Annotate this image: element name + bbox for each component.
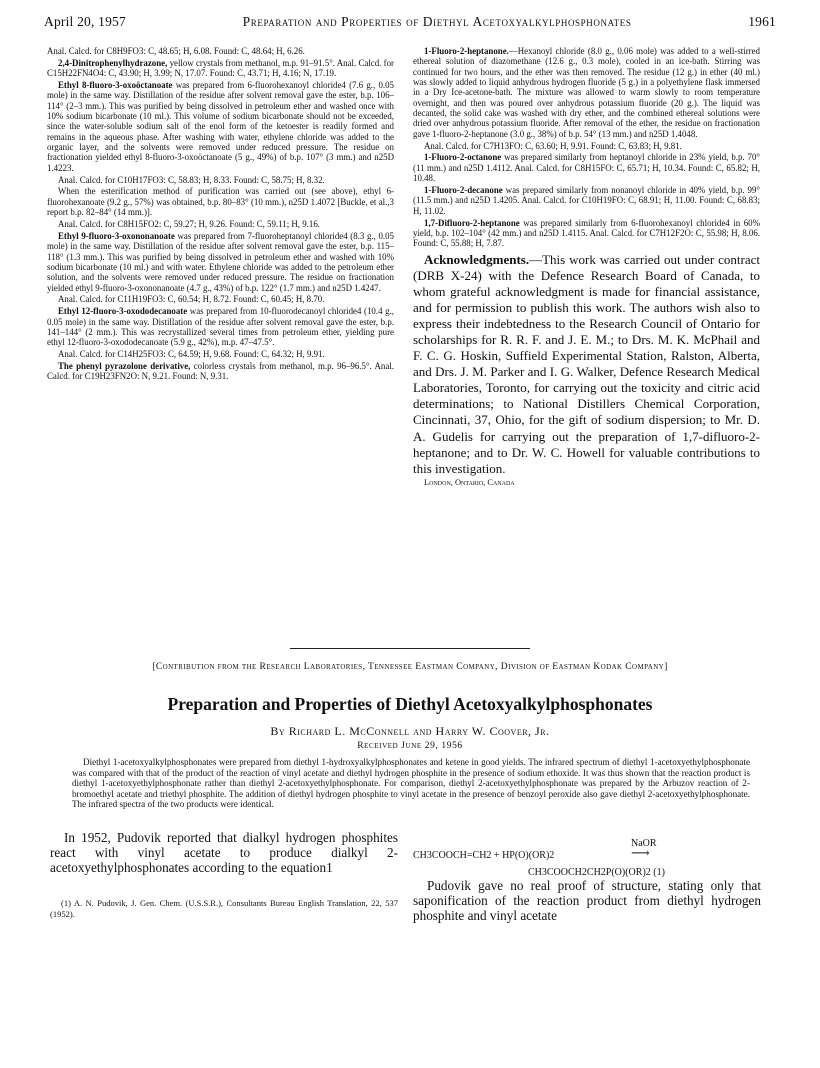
paragraph: [47, 80, 394, 173]
acknowledgments: [413, 252, 760, 477]
paragraph-text: was prepared similarly from 6-fluorohexanoyl chloride4 in 60% yield, b.p. 102–104° (42 mm.) and n25D 1.4115. Anal. Calcd. for C7H12F2O: C, 55.98; H, 8.06. Found: C, 55.88; H, 7.87.: [413, 217, 760, 249]
received-date: Received June 29, 1956: [357, 741, 463, 751]
paragraph-text: When the esterification method of purification was carried out (see above), ethyl 6-fluorohexanoate (9.2 g., 57%) was obtained, b.p. 80–83° (10 mm.), n25D 1.4072 [Buckle, et al.,3 report b.p. 82–84° (14 mm.)].: [47, 186, 394, 218]
paragraph-text: was prepared similarly from nonanoyl chloride in 40% yield, b.p. 99° (11.5 mm.) and n25D 1.4205. Anal. Calcd. for C10H19FO: C, 68.91; H, 11.00. Found: C, 68.83; H, 11.02.: [413, 184, 760, 216]
compound-name: Ethyl 12-fluoro-3-oxododecanoate: [58, 306, 188, 317]
affiliation: London, Ontario, Canada: [424, 478, 515, 488]
paragraph: [47, 58, 394, 79]
paragraph-text: Anal. Calcd. for C8H15FO2: C, 59.27; H, 9.26. Found: C, 59.11; H, 9.16.: [58, 219, 320, 229]
intro-paragraph: [50, 830, 398, 875]
paragraph: [413, 218, 760, 249]
paragraph-text: Anal. Calcd. for C8H9FO3: C, 48.65; H, 6.08. Found: C, 48.64; H, 6.26.: [47, 46, 305, 56]
paragraph-text: yellow crystals from methanol, m.p. 91–91.5°. Anal. Calcd. for C15H22FN4O4: C, 43.90; H, 3.99; N, 17.07. Found: C, 43.71; H, 4.16; N, 17.19.: [47, 57, 394, 79]
equation-product: CH3COOCH2CH2P(O)(OR)2 (1): [528, 867, 665, 878]
paragraph-text: Anal. Calcd. for C11H19FO3: C, 60.54; H, 8.72. Found: C, 60.45; H, 8.70.: [58, 294, 325, 305]
paragraph: [413, 46, 760, 139]
right-body-paragraph: [413, 878, 761, 923]
paragraph-text: Anal. Calcd. for C7H13FO: C, 63.60; H, 9.91. Found: C, 63.83; H, 9.81.: [424, 140, 682, 151]
paragraph: [47, 306, 394, 347]
paragraph: [413, 141, 760, 151]
running-head: [44, 8, 776, 36]
right-body-text: Pudovik gave no real proof of structure, stating only that saponification of the reaction product from diethyl hydrogen phosphite and vinyl acetate: [413, 878, 761, 924]
right-column: [413, 46, 760, 490]
paragraph: [47, 175, 394, 185]
compound-name: 1-Fluoro-2-decanone: [424, 184, 503, 195]
header-running-title: Preparation and Properties of Diethyl Acetoxyalkylphosphonates: [242, 14, 632, 29]
reaction-arrow-icon: ⟶: [631, 845, 650, 860]
paragraph: [413, 185, 760, 216]
compound-name: 1-Fluoro-2-heptanone.: [424, 46, 509, 56]
abstract: Diethyl 1-acetoxyalkylphosphonates were prepared from diethyl 1-hydroxyalkylphosphonates and ketene in good yields. The infrared spectrum of diethyl 1-acetoxyethylphosphonate was compared with that of the product of the reaction of vinyl acetate and diethyl hydrogen phosphite in the presence of sodium ethoxide. It was thus shown that the reaction product is diethyl 1-acetoxyethylphosphonate rather than diethyl 2-acetoxyethylphosphonate. For comparison, diethyl 2-acetoxyethylphosphonate was prepared by the Arbuzov reaction of 2-bromoethyl acetate and triethyl phosphite. The addition of diethyl hydrogen phosphite to vinyl acetate in the presence of benzoyl peroxide also gave diethyl 2-acetoxyethylphosphonate. The infrared spectra of the two products were identical.: [72, 757, 750, 810]
compound-name: Ethyl 8-fluoro-3-oxoöctanoate: [58, 80, 173, 91]
paragraph: [47, 231, 394, 293]
section-divider: [290, 648, 530, 649]
compound-name: The phenyl pyrazolone derivative,: [58, 360, 191, 371]
paragraph: [47, 219, 394, 229]
contribution-note: [Contribution from the Research Laboratories, Tennessee Eastman Company, Division of Eastman Kodak Company]: [152, 661, 668, 672]
paragraph: [47, 294, 394, 304]
article-byline: By Richard L. McConnell and Harry W. Coover, Jr.: [270, 724, 550, 738]
paragraph-text: Anal. Calcd. for C10H17FO3: C, 58.83; H, 8.33. Found: C, 58.75; H, 8.32.: [58, 174, 325, 185]
paragraph-text: —Hexanoyl chloride (8.0 g., 0.06 mole) was added to a well-stirred ethereal solution of diazomethane (12.6 g., 0.3 mole), cooled in an ice-bath. Stirring was continued for two hours, and the ether was then removed. The residue (12 g.) in ether (40 ml.) was slowly added to liquid anhydrous hydrogen fluoride (5 g.) in a polyethylene flask immersed in a Dry Ice-acetone-bath. The mixture was allowed to warm slowly to room temperature overnight, and then was poured over anhydrous potassium fluoride (20 g.). The liquid was decanted, the solid cake was washed with dry ether, and the combined ethereal solutions were dried over anhydrous potassium fluoride. After removal of the ether, the residue on fractionation gave 1-fluoro-2-heptanone (3.0 g., 38%) of b.p. 54° (13 mm.) and n25D 1.4048.: [413, 46, 760, 139]
acknowledgments-text: —This work was carried out under contract (DRB X-24) with the Defence Research Board of Canada, to whom grateful acknowledgment is made for financial assistance, and for permission to publish this work. The authors wish also to express their indebtedness to the Research Council of Ontario for scholarships for R. R. F. and J. E. M.; to Drs. M. K. McPhail and F. C. G. Hoskin, Suffield Experimental Station, Ralston, Alberta, and Drs. J. M. Parker and I. G. Walker, Defence Research Medical Laboratories, Toronto, for carrying out the toxicity and citric acid determinations; to National Distillers Chemical Corporation, Cincinnati, 37, Ohio, for the gift of sodium dispersion; to Mr. D. A. Gudelis for carrying out the preparation of 1,7-difluoro-2-heptanone; and to Dr. W. C. Howell for valuable contributions to this investigation.: [413, 251, 760, 476]
compound-name: 1,7-Difluoro-2-heptanone: [424, 217, 520, 228]
left-column: [47, 46, 394, 383]
intro-text: In 1952, Pudovik reported that dialkyl hydrogen phosphites react with vinyl acetate to produce dialkyl 2-acetoxyethylphosphonates according to the equation1: [50, 830, 398, 876]
footnote: (1) A. N. Pudovik, J. Gen. Chem. (U.S.S.R.), Consultants Bureau English Translation, 22, 537 (1952).: [50, 898, 398, 919]
paragraph: [47, 349, 394, 359]
paragraph-text: was prepared similarly from heptanoyl chloride in 23% yield, b.p. 70° (11 mm.) and n25D 1.4112. Anal. Calcd. for C8H15FO: C, 65.71; H, 10.34. Found: C, 65.82; H, 10.48.: [413, 152, 760, 184]
article-title: Preparation and Properties of Diethyl Acetoxyalkylphosphonates: [167, 694, 653, 714]
paragraph: [47, 46, 394, 56]
equation-reagent: NaOR: [631, 838, 657, 849]
paragraph: [47, 186, 394, 217]
compound-name: 1-Fluoro-2-octanone: [424, 152, 502, 163]
paragraph-text: colorless crystals from methanol, m.p. 96–96.5°. Anal. Calcd. for C19H23FN2O: N, 9.21. Found: N, 9.31.: [47, 360, 394, 382]
paragraph-text: was prepared from 10-fluorodecanoyl chloride4 (10.4 g., 0.05 mole) in the same way. Distillation of the residue after solvent removal gave the ester, b.p. 141–144° (2 mm.). This was recrystallized several times from petroleum ether, yielding pure ethyl 12-fluoro-3-oxododecanoate (5.9 g., 42%), m.p. 47–47.5°.: [47, 306, 395, 348]
paragraph-text: was prepared from 6-fluorohexanoyl chloride4 (7.6 g., 0.05 mole) in the same way. Distillation of the residue after solvent removal gave the ester, b.p. 106–114° (2–3 mm.). This was purified by being dissolved in petroleum ether and washed once with 10% sodium bicarbonate (10 ml.). This volume of sodium bicarbonate should not be exceeded, since the water-soluble sodium salt of the enol form of the ketoester is readily formed and remains in the aqueous phase. After washing with water, ethylene chloride was added to the organic layer, and the solvents were removed under reduced pressure. The residue on fractionation yielded ethyl 8-fluoro-3-oxoöctanoate (5 g., 49%) of b.p. 107° (3 mm.) and n25D 1.4223.: [47, 80, 394, 173]
paragraph: [413, 152, 760, 183]
header-date: April 20, 1957: [44, 14, 126, 29]
equation-reactants: CH3COOCH=CH2 + HP(O)(OR)2: [413, 850, 555, 861]
acknowledgments-heading: Acknowledgments.: [424, 251, 530, 267]
paragraph-text: was prepared from 7-fluoroheptanoyl chloride4 (8.3 g., 0.05 mole) in the same way. Distillation of the residue after solvent removal gave the ester, b.p. 115–118° (1.3 mm.). This was purified by being dissolved in petroleum ether and washed with 10% sodium bicarbonate (10 ml.) and with water. Ethylene chloride was added to the petroleum ether solution, and the solvents were removed under reduced pressure. The residue on fractionation yielded ethyl 9-fluoro-3-oxononanoate (4.7 g., 43%) of b.p. 122° (1.7 mm.) and n25D 1.4247.: [47, 230, 394, 293]
header-page-number: 1961: [748, 14, 776, 29]
compound-name: Ethyl 9-fluoro-3-oxononanoate: [58, 230, 175, 241]
paragraph-text: Anal. Calcd. for C14H25FO3: C, 64.59; H, 9.68. Found: C, 64.32; H, 9.91.: [58, 349, 325, 360]
paragraph: [47, 361, 394, 382]
compound-name: 2,4-Dinitrophenylhydrazone,: [58, 57, 168, 68]
